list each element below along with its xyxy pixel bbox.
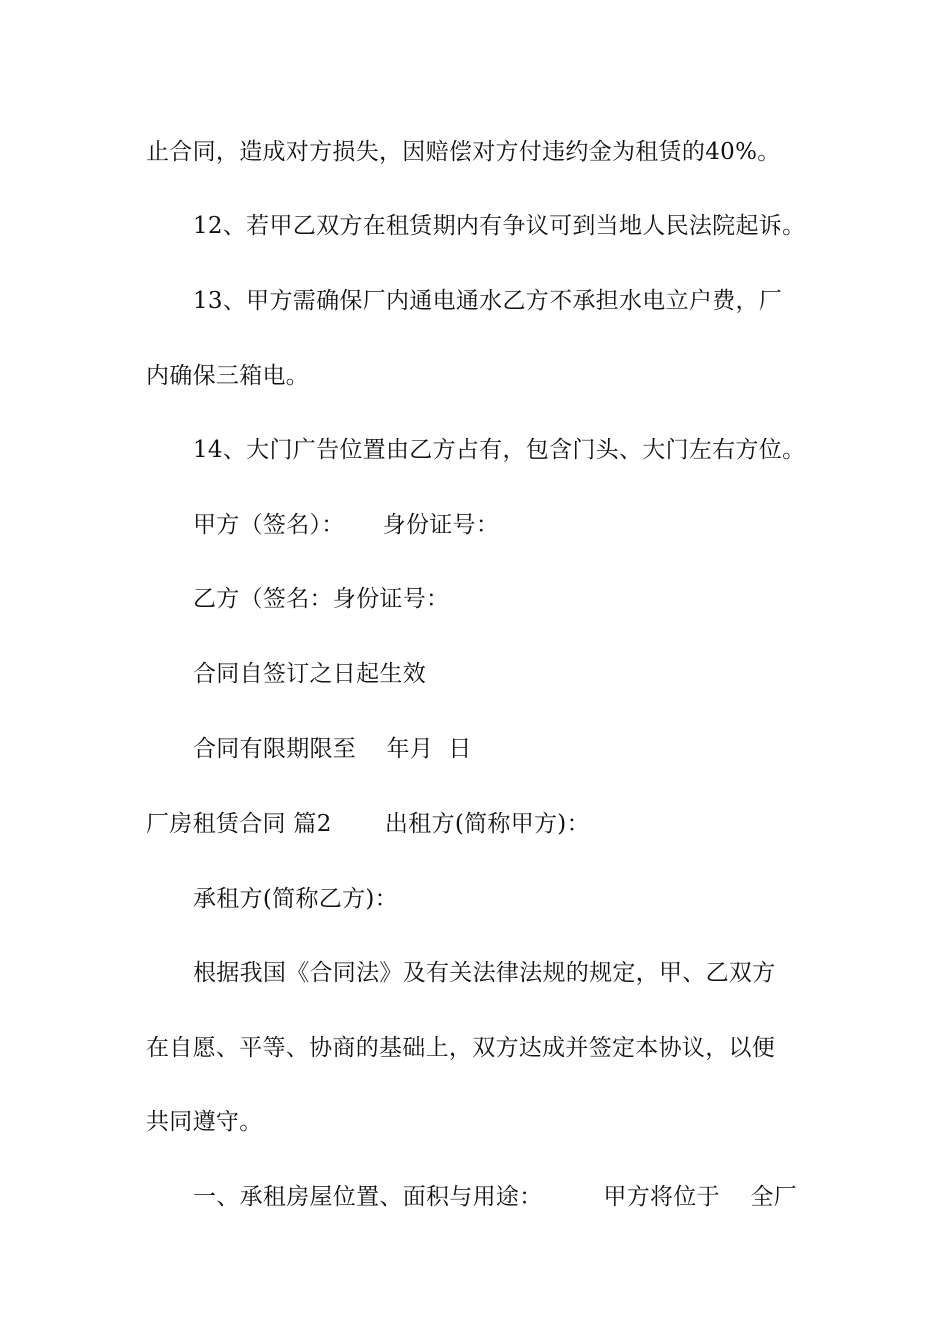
- signature-line-party-b: 乙方（签名：身份证号：: [193, 586, 450, 612]
- text-line-4: 内确保三箱电。: [146, 363, 310, 389]
- text-line-lessee: 承租方(简称乙方)：: [193, 886, 398, 912]
- text-line-3: 13、甲方需确保厂内通电通水乙方不承担水电立户费，厂: [193, 288, 783, 314]
- text-line-15: 一、承租房屋位置、面积与用途： 甲方将位于 全厂: [193, 1184, 797, 1210]
- text-line-5: 14、大门广告位置由乙方占有，包含门头、大门左右方位。: [193, 437, 806, 463]
- text-line-2: 12、若甲乙双方在租赁期内有争议可到当地人民法院起诉。: [193, 213, 806, 239]
- text-line-1: 止合同，造成对方损失，因赔偿对方付违约金为租赁的40%。: [146, 139, 781, 165]
- text-line-effective: 合同自签订之日起生效: [193, 661, 426, 687]
- signature-line-party-a: 甲方（签名）： 身份证号：: [193, 512, 500, 538]
- section-heading-2: 厂房租赁合同 篇2 出租方(简称甲方)：: [146, 811, 590, 837]
- text-line-12: 根据我国《合同法》及有关法律法规的规定，甲、乙双方: [193, 960, 776, 986]
- text-line-13: 在自愿、平等、协商的基础上，双方达成并签定本协议，以便: [146, 1035, 776, 1061]
- text-line-term: 合同有限期限至 年月 日: [193, 736, 472, 762]
- text-line-14: 共同遵守。: [146, 1109, 263, 1135]
